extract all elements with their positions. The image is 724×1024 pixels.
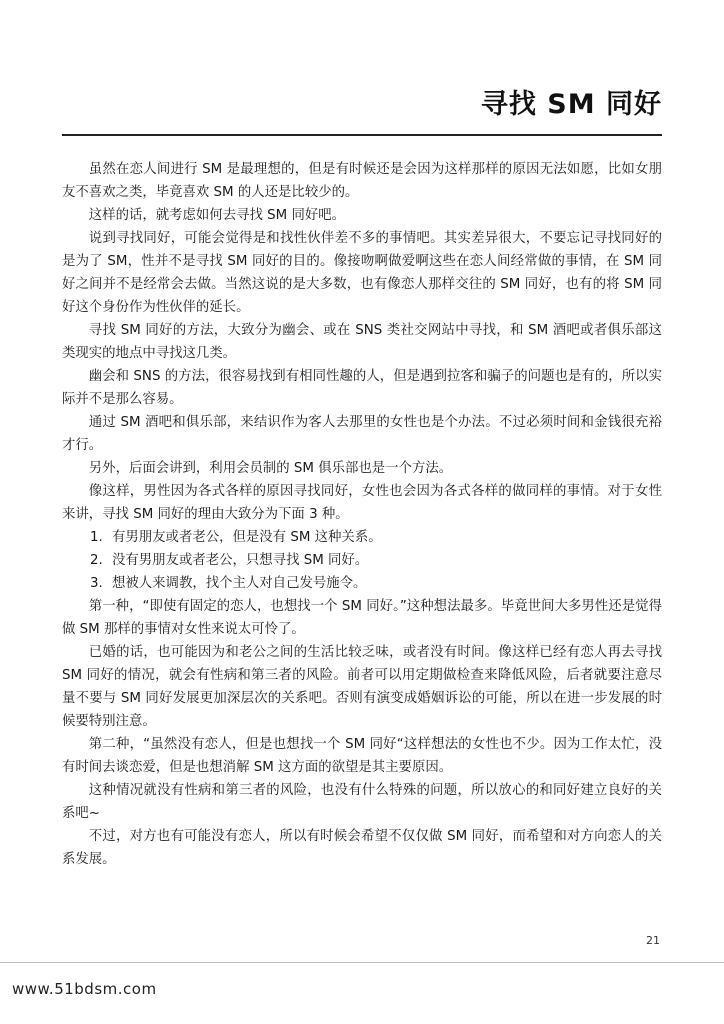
page-title: 寻找 SM 同好	[480, 89, 662, 120]
list-item	[62, 572, 662, 595]
paragraph: 虽然在恋人间进行 SM 是最理想的，但是有时候还是会因为这样那样的原因无法如愿，比如女朋友不喜欢之类，毕竟喜欢 SM 的人还是比较少的。	[62, 162, 662, 200]
paragraph: 像这样，男性因为各式各样的原因寻找同好，女性也会因为各式各样的做同样的事情。对于女性来讲，寻找 SM 同好的理由大致分为下面 3 种。	[62, 484, 662, 522]
list-item-text: 没有男朋友或者老公，只想寻找 SM 同好。	[112, 553, 369, 568]
title-divider	[62, 134, 662, 136]
list-item-text: 想被人来调教，找个主人对自己发号施令。	[112, 576, 367, 591]
paragraph: 幽会和 SNS 的方法，很容易找到有相同性趣的人，但是遇到拉客和骗子的问题也是有的，所以实际并不是那么容易。	[62, 369, 662, 407]
list-item	[62, 526, 662, 549]
paragraph: 这样的话，就考虑如何去寻找 SM 同好吧。	[88, 208, 346, 223]
paragraph: 另外，后面会讲到，利用会员制的 SM 俱乐部也是一个方法。	[88, 461, 453, 476]
paragraph: 这种情况就没有性病和第三者的风险，也没有什么特殊的问题，所以放心的和同好建立良好的关系吧~	[62, 783, 662, 821]
list-item-number: 3.	[90, 576, 103, 591]
paragraph: 第二种，“虽然没有恋人，但是也想找一个 SM 同好“这样想法的女性也不少。因为工作太忙，没有时间去谈恋爱，但是也想消解 SM 这方面的欲望是其主要原因。	[62, 737, 662, 775]
list-item-number: 2.	[90, 553, 103, 568]
paragraph: 第一种，“即使有固定的恋人，也想找一个 SM 同好。”这种想法最多。毕竟世间大多男性还是觉得做 SM 那样的事情对女性来说太可怜了。	[62, 599, 662, 637]
paragraph: 已婚的话，也可能因为和老公之间的生活比较乏味，或者没有时间。像这样已经有恋人再去寻找 SM 同好的情况，就会有性病和第三者的风险。前者可以用定期做检查来降低风险，后者就要注意尽量不要与 SM 同好发展更加深层次的关系吧。否则有演变成婚姻诉讼的可能，所以在进一步发展的时候要特别注意。	[62, 645, 662, 729]
footer-divider	[0, 962, 724, 963]
list-item-number: 1.	[90, 530, 103, 545]
paragraph: 说到寻找同好，可能会觉得是和找性伙伴差不多的事情吧。其实差异很大，不要忘记寻找同好的是为了 SM，性并不是寻找 SM 同好的目的。像接吻啊做爱啊这些在恋人间经常做的事情，在 SM 同好之间并不是经常会去做。当然这说的是大多数，也有像恋人那样交往的 SM 同好，也有的将 SM 同好这个身份作为性伙伴的延长。	[62, 231, 662, 315]
list-item	[62, 549, 662, 572]
paragraph: 寻找 SM 同好的方法，大致分为幽会、或在 SNS 类社交网站中寻找，和 SM 酒吧或者俱乐部这类现实的地点中寻找这几类。	[62, 323, 662, 361]
list-item-text: 有男朋友或者老公，但是没有 SM 这种关系。	[112, 530, 382, 545]
paragraph: 不过，对方也有可能没有恋人，所以有时候会希望不仅仅做 SM 同好，而希望和对方向恋人的关系发展。	[62, 829, 662, 867]
paragraph: 通过 SM 酒吧和俱乐部，来结识作为客人去那里的女性也是个办法。不过必须时间和金钱很充裕才行。	[62, 415, 662, 453]
page-number: 21	[646, 934, 660, 947]
body-text	[62, 158, 662, 871]
website-url: www.51bdsm.com	[12, 980, 157, 998]
